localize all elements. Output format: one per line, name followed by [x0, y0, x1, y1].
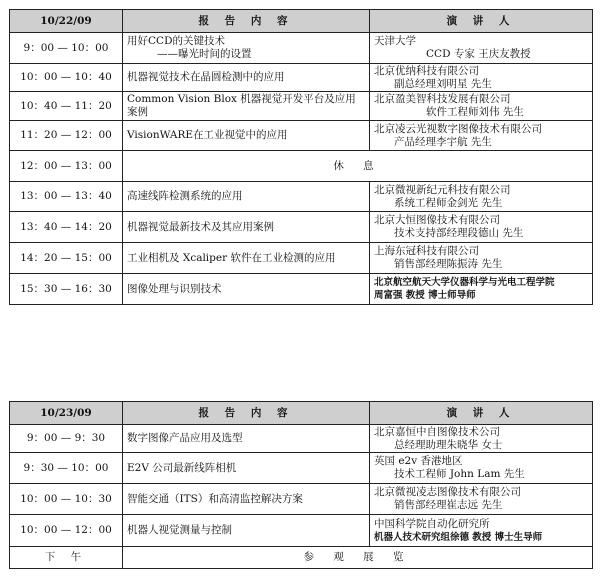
- speaker-cell: [370, 274, 593, 305]
- table-header-row: [10, 402, 593, 425]
- speaker-cell: [370, 243, 593, 274]
- time-cell: 9：30 — 10：00: [10, 453, 123, 484]
- topic-cell: 机器人视觉测量与控制: [123, 515, 370, 547]
- speaker-person: 机器人技术研究组徐德 教授 博士生导师: [374, 531, 543, 543]
- topic-cell: 机器视觉技术在晶圆检测中的应用: [123, 64, 370, 92]
- time-cell: 12：00 — 13：00: [10, 151, 123, 182]
- topic-line: Common Vision Blox 机器视觉开发平台及应用: [127, 93, 356, 105]
- speaker-org: 北京微视新纪元科技有限公司: [374, 183, 511, 196]
- speaker-person: 销售部经理陈振涛 先生: [394, 258, 503, 270]
- speaker-org: 上海东冠科技有限公司: [374, 245, 479, 257]
- visit-cell: 参 观 展 览: [123, 547, 593, 569]
- speaker-header: 演 讲 人: [370, 402, 593, 425]
- speaker-org: 北京嘉恒中自图像技术公司: [374, 425, 500, 438]
- speaker-person: CCD 专家 王庆友教授: [426, 48, 531, 60]
- time-cell: 13：00 — 13：40: [10, 182, 123, 212]
- speaker-cell: [370, 212, 593, 243]
- topic-line: 用好CCD的关键技术: [127, 35, 225, 47]
- time-cell: 10：00 — 12：00: [10, 515, 123, 547]
- topic-cell: E2V 公司最新线阵相机: [123, 453, 370, 484]
- time-cell: 10：40 — 11：20: [10, 92, 123, 121]
- table-row-break: [10, 151, 593, 182]
- speaker-org: 北京凌云光视数字图像技术有限公司: [374, 122, 542, 135]
- time-cell: 9：00 — 9：30: [10, 425, 123, 453]
- schedule-table-day2: [9, 401, 593, 569]
- speaker-person: 周富强 教授 博士师导师: [374, 290, 476, 301]
- topic-line: 案例: [127, 106, 148, 118]
- speaker-cell: [370, 515, 593, 547]
- topic-cell: 图像处理与识别技术: [123, 274, 370, 305]
- schedule-table-day1: [9, 9, 593, 305]
- speaker-person: 总经理助理朱晓华 女士: [394, 438, 503, 451]
- speaker-person: 系统工程师金剑光 先生: [394, 196, 503, 209]
- table-row: [10, 33, 593, 64]
- topic-cell: 机器视觉最新技术及其应用案例: [123, 212, 370, 243]
- table-row: [10, 121, 593, 151]
- table-row: [10, 425, 593, 453]
- topic-cell: 工业相机及 Xcaliper 软件在工业检测的应用: [123, 243, 370, 274]
- speaker-cell: [370, 425, 593, 453]
- table-row: [10, 484, 593, 515]
- speaker-header: 演 讲 人: [370, 10, 593, 33]
- speaker-cell: [370, 484, 593, 515]
- speaker-org: 北京盈美智科技发展有限公司: [374, 93, 511, 105]
- time-cell: 14：20 — 15：00: [10, 243, 123, 274]
- speaker-org: 天津大学: [374, 35, 416, 47]
- speaker-person: 销售部经理崔志远 先生: [394, 499, 503, 511]
- speaker-org: 北京优纳科技有限公司: [374, 64, 479, 77]
- speaker-person: 技术工程师 John Lam 先生: [394, 468, 525, 480]
- table-row: [10, 243, 593, 274]
- speaker-org: 中国科学院自动化研究所: [374, 517, 490, 530]
- table-row-afternoon: [10, 547, 593, 569]
- date-header: 10/23/09: [10, 402, 123, 425]
- table-row: [10, 274, 593, 305]
- break-cell: 休 息: [123, 151, 593, 182]
- topic-cell: [123, 33, 370, 64]
- time-cell: 11：20 — 12：00: [10, 121, 123, 151]
- speaker-cell: [370, 182, 593, 212]
- topic-header: 报 告 内 容: [123, 10, 370, 33]
- time-cell: 下 午: [10, 547, 123, 569]
- speaker-cell: [370, 453, 593, 484]
- time-cell: 10：00 — 10：30: [10, 484, 123, 515]
- time-cell: 10：00 — 10：40: [10, 64, 123, 92]
- speaker-person: 副总经理刘明星 先生: [394, 77, 492, 90]
- speaker-cell: [370, 64, 593, 92]
- table-row: [10, 453, 593, 484]
- speaker-cell: [370, 92, 593, 121]
- speaker-person: 产品经理李宇航 先生: [394, 135, 492, 148]
- speaker-cell: [370, 33, 593, 64]
- date-header: 10/22/09: [10, 10, 123, 33]
- speaker-person: 技术支持部经理段德山 先生: [394, 227, 524, 239]
- table-row: [10, 64, 593, 92]
- speaker-org: 北京大恒图像技术有限公司: [374, 214, 500, 226]
- table-row: [10, 212, 593, 243]
- topic-cell: 高速线阵检测系统的应用: [123, 182, 370, 212]
- table-header-row: [10, 10, 593, 33]
- speaker-person: 软件工程师刘伟 先生: [426, 106, 524, 118]
- topic-line: ——曝光时间的设置: [157, 48, 252, 60]
- speaker-org: 英国 e2v 香港地区: [374, 455, 463, 467]
- topic-cell: 智能交通（ITS）和高清监控解决方案: [123, 484, 370, 515]
- topic-cell: VisionWARE在工业视觉中的应用: [123, 121, 370, 151]
- time-cell: 13：40 — 14：20: [10, 212, 123, 243]
- speaker-org: 北京微视凌志图像技术有限公司: [374, 486, 521, 498]
- time-cell: 15：30 — 16：30: [10, 274, 123, 305]
- table-row: [10, 92, 593, 121]
- topic-cell: [123, 92, 370, 121]
- table-row: [10, 182, 593, 212]
- table-row: [10, 515, 593, 547]
- time-cell: 9：00 — 10：00: [10, 33, 123, 64]
- topic-cell: 数字图像产品应用及选型: [123, 425, 370, 453]
- topic-header: 报 告 内 容: [123, 402, 370, 425]
- speaker-cell: [370, 121, 593, 151]
- speaker-org: 北京航空航天大学仪器科学与光电工程学院: [374, 277, 555, 288]
